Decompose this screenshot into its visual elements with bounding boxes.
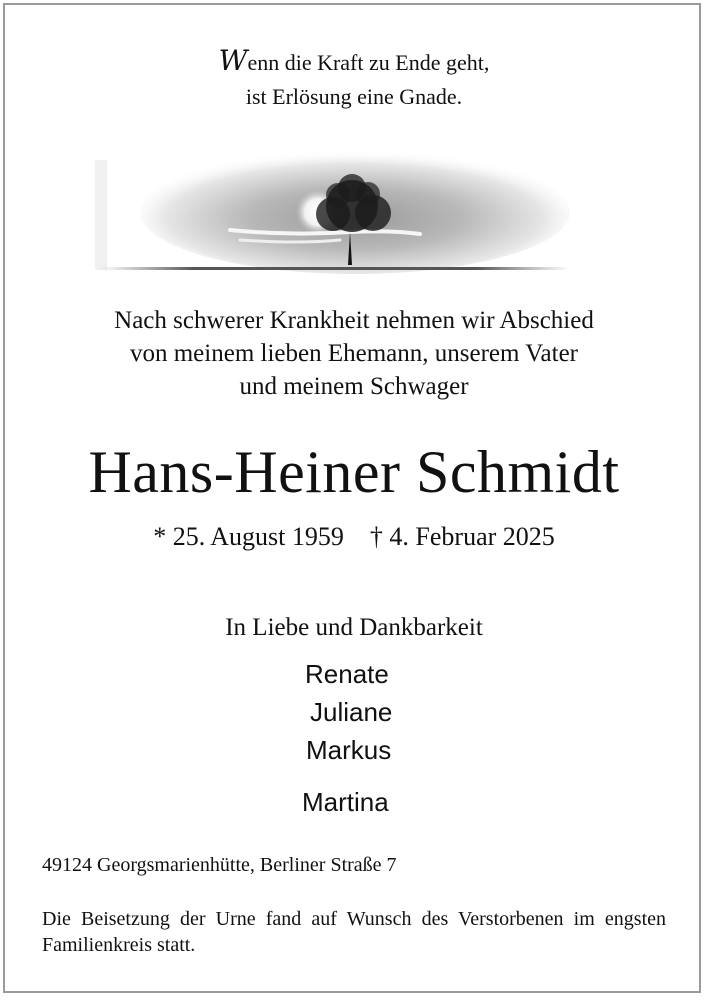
life-dates — [0, 520, 708, 554]
announcement-line-1: Nach schwerer Krankheit nehmen wir Abschied — [114, 307, 594, 334]
mourner-name: Markus — [306, 735, 392, 765]
motto-line-1-text: enn die Kraft zu Ende geht, — [247, 50, 490, 75]
announcement-line-3: und meinem Schwager — [239, 373, 469, 400]
mourner-name: Martina — [302, 787, 389, 817]
motto-line-1 — [0, 44, 708, 80]
mourners-heading: In Liebe und Dankbarkeit — [225, 614, 483, 641]
mourner-name: Renate — [305, 659, 389, 689]
deceased-name: Hans-Heiner Schmidt — [88, 439, 620, 505]
announcement-text — [0, 304, 708, 403]
death-date: † 4. Februar 2025 — [369, 522, 555, 551]
birth-date: * 25. August 1959 — [153, 522, 344, 551]
announcement-line-2: von meinem lieben Ehemann, unserem Vater — [129, 340, 578, 367]
tree-landscape-illustration — [90, 140, 580, 285]
burial-notice: Die Beisetzung der Urne fand auf Wunsch des Verstorbenen im engsten Familienkreis statt. — [42, 908, 666, 956]
family-address: 49124 Georgsmarienhütte, Berliner Straße 7 — [42, 854, 397, 876]
motto-initial: W — [218, 44, 248, 77]
mourner-name: Juliane — [310, 697, 393, 727]
motto — [0, 44, 708, 114]
motto-line-2: ist Erlösung eine Gnade. — [245, 84, 463, 109]
